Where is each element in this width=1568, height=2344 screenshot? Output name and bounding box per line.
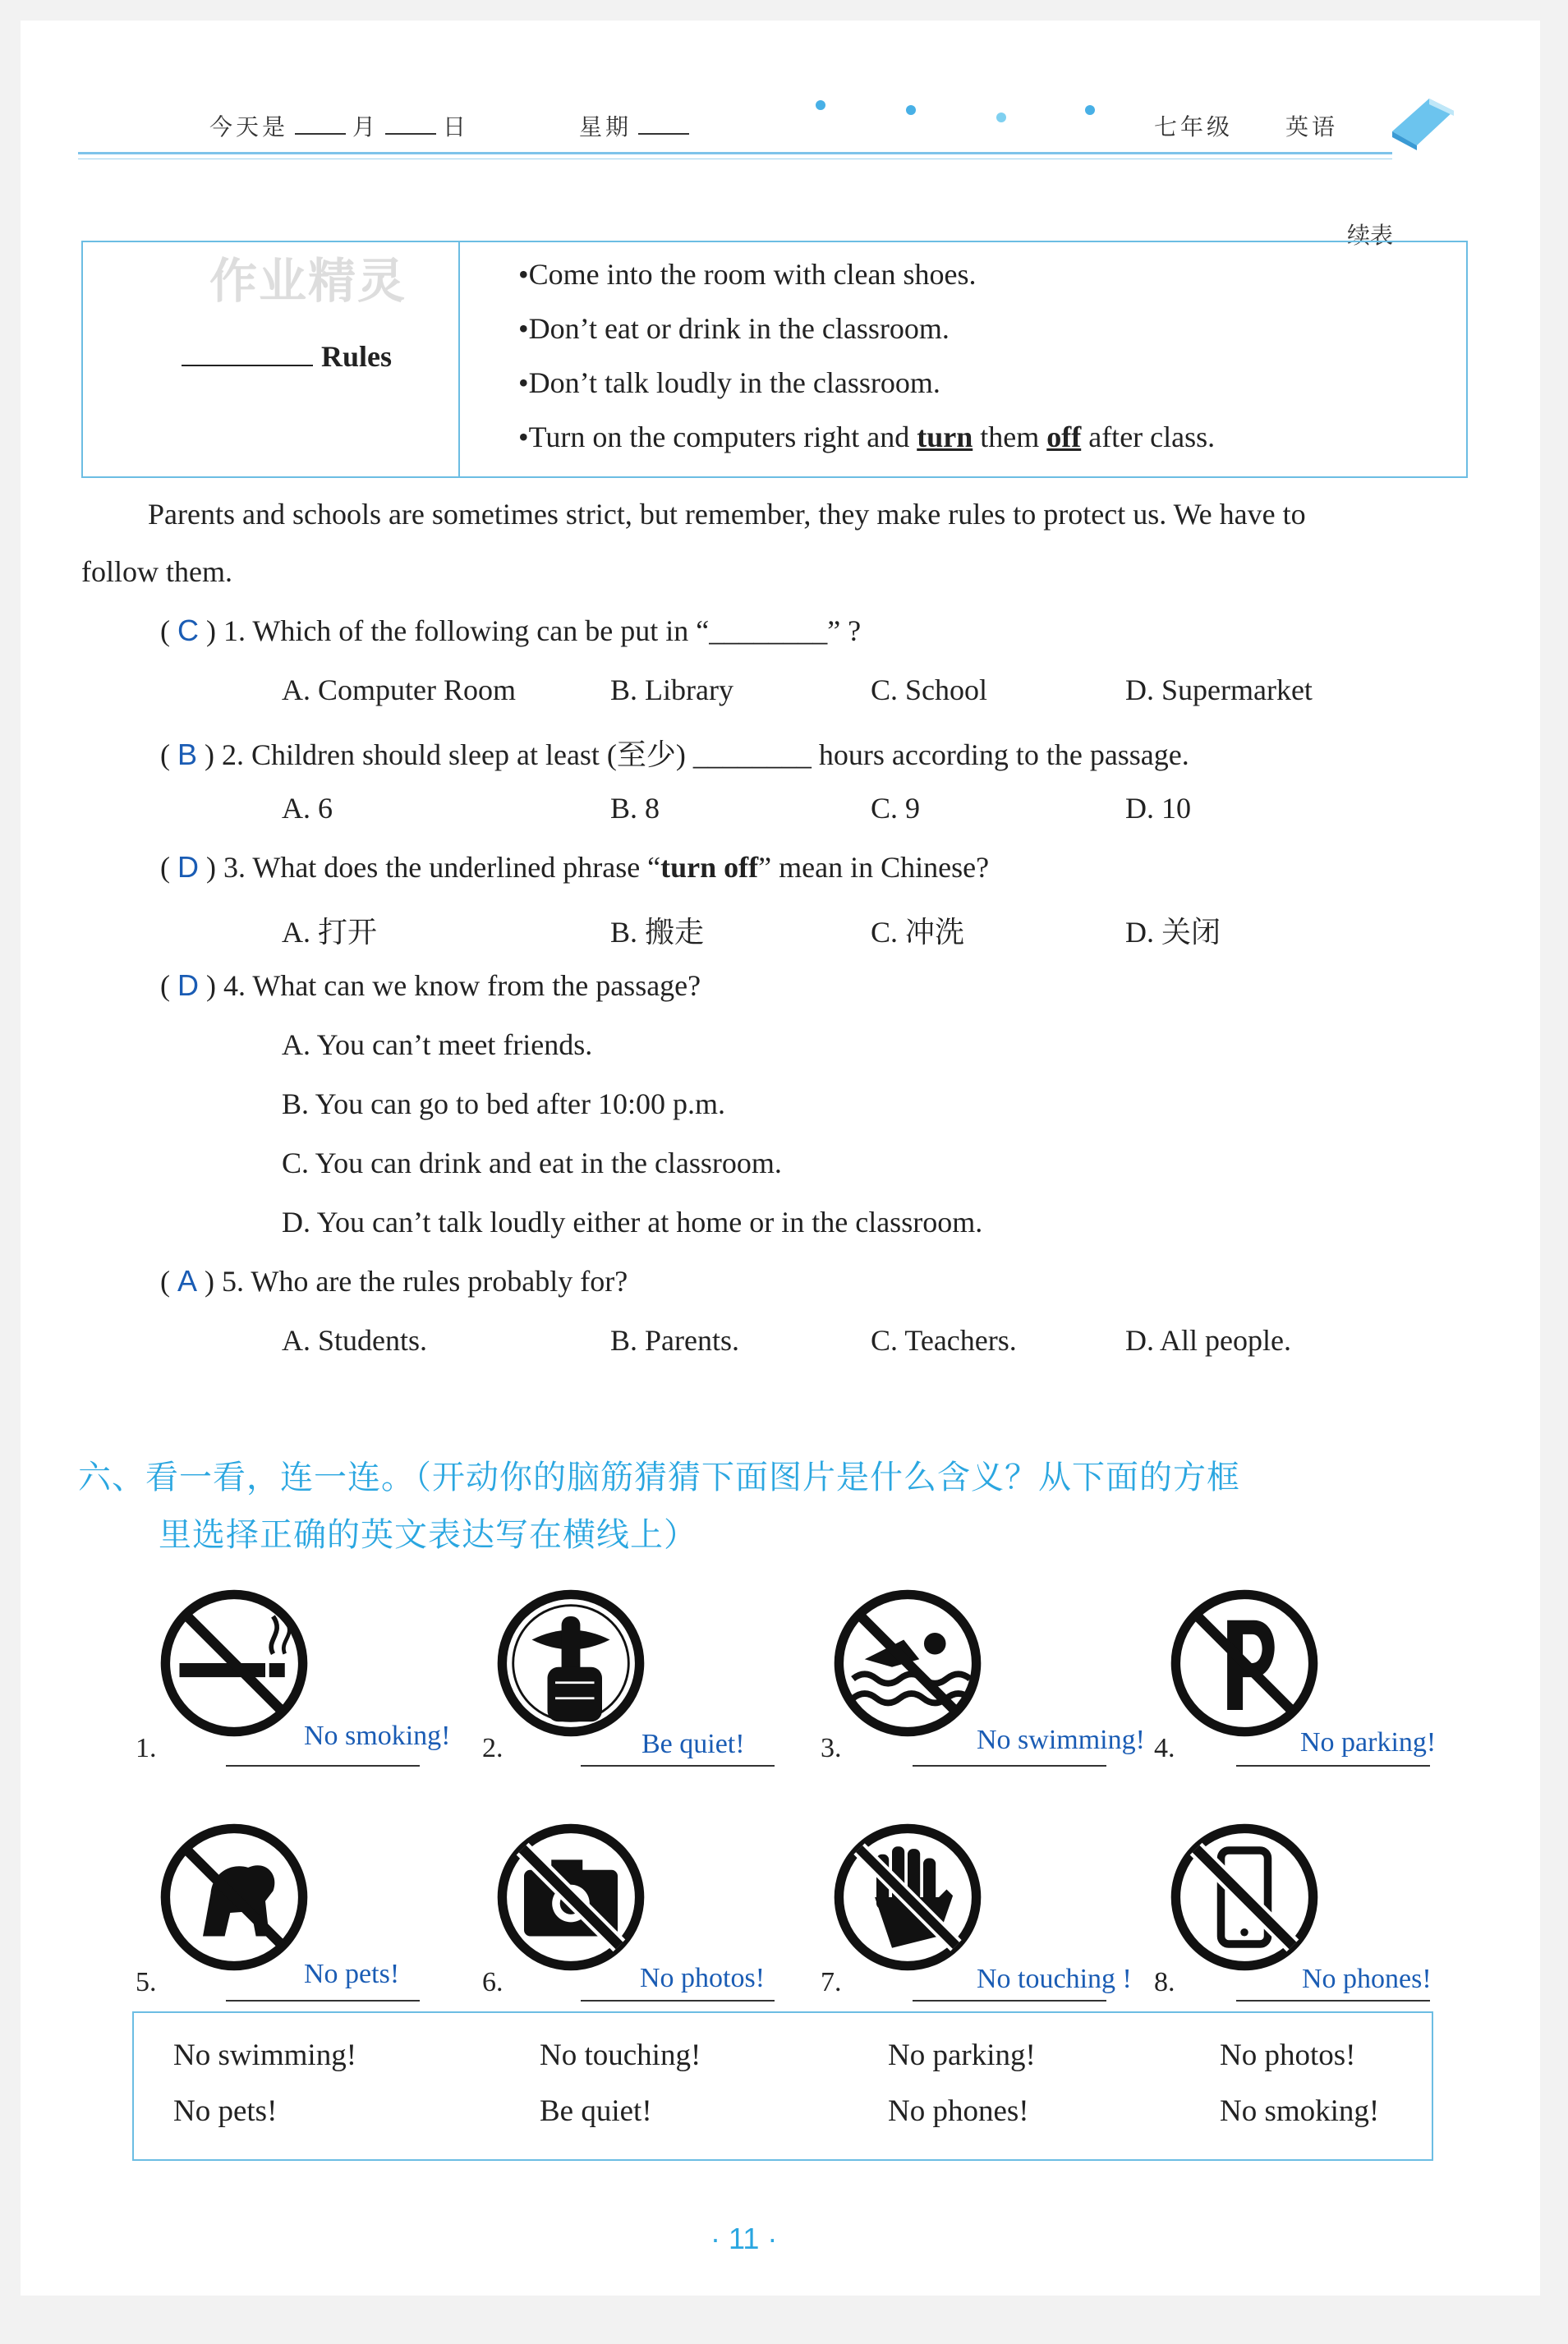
answer: D: [177, 968, 199, 1002]
no-touching-icon: [830, 1819, 986, 1975]
no-pets-icon: [156, 1819, 312, 1975]
grade-label: 七年级: [1154, 113, 1234, 140]
option: C. Teachers.: [871, 1324, 1017, 1357]
sign-number: 5.: [136, 1967, 157, 1997]
word-option: No smoking!: [1220, 2094, 1380, 2128]
answer-blank: [182, 365, 313, 366]
sign-answer: No smoking!: [304, 1721, 451, 1751]
subject-label: 英语: [1285, 113, 1339, 140]
sign-number: 8.: [1154, 1967, 1175, 1997]
rule-text: them: [973, 421, 1047, 453]
sign-answer: Be quiet!: [641, 1729, 745, 1759]
answer-line: [913, 2000, 1106, 2002]
sign-answer: No touching !: [977, 1964, 1132, 1994]
page-number: · 11 ·: [710, 2222, 778, 2255]
option: B. Parents.: [610, 1324, 739, 1357]
question-5: ( A ) 5. Who are the rules probably for?: [160, 1264, 628, 1298]
no-smoking-icon: [156, 1585, 312, 1741]
question-3: ( D ) 3. What does the underlined phrase “turn off” mean in Chinese?: [160, 850, 990, 884]
header-rule: [78, 152, 1392, 154]
section-title: 里选择正确的英文表达写在横线上）: [159, 1516, 697, 1554]
rule-underlined: turn: [917, 421, 973, 453]
answer: D: [177, 850, 199, 884]
option: C. 冲洗: [871, 916, 965, 949]
watermark: 作业精灵: [209, 253, 407, 309]
option: C. You can drink and eat in the classroom.: [282, 1147, 782, 1179]
sign-answer: No parking!: [1300, 1727, 1437, 1758]
question-text: 3. What does the underlined phrase “: [223, 851, 661, 884]
answer: B: [177, 738, 198, 771]
sign-number: 1.: [136, 1733, 157, 1763]
rule-underlined: off: [1046, 421, 1082, 453]
option: D. 10: [1125, 792, 1191, 825]
no-parking-icon: [1166, 1585, 1322, 1741]
option: A. Students.: [282, 1324, 428, 1357]
word-option: No touching!: [540, 2038, 701, 2072]
date-line: [209, 109, 469, 142]
rule-text: •Turn on the computers right and: [518, 421, 917, 453]
rules-text: Rules: [321, 340, 393, 373]
option: C. 9: [871, 792, 921, 825]
option: A. 6: [282, 792, 333, 825]
weekday-line: [579, 109, 696, 142]
decor-dot: [816, 100, 825, 110]
word-option: Be quiet!: [540, 2094, 652, 2128]
question-text: ” mean in Chinese?: [758, 851, 990, 884]
sign-number: 7.: [821, 1967, 842, 1997]
day-label: 日: [443, 113, 470, 140]
option: D. All people.: [1125, 1324, 1291, 1357]
answer-line: [226, 2000, 420, 2002]
sign-number: 3.: [821, 1733, 842, 1763]
no-photos-icon: [493, 1819, 649, 1975]
answer-line: [1236, 2000, 1430, 2002]
answer: C: [177, 614, 199, 647]
sign-answer: No photos!: [640, 1963, 766, 1993]
option: C. School: [871, 673, 988, 706]
question-text: 2. Children should sleep at least (至少) ________ hours according to the passage.: [222, 738, 1189, 771]
option: D. Supermarket: [1125, 673, 1313, 706]
question-2: ( B ) 2. Children should sleep at least (至少) ________ hours according to the passage.: [160, 738, 1189, 771]
rule-item: •Don’t talk loudly in the classroom.: [518, 366, 940, 399]
decor-dot: [1085, 105, 1095, 115]
word-box: [132, 2011, 1433, 2161]
rule-item: •Don’t eat or drink in the classroom.: [518, 312, 950, 345]
sign-number: 2.: [482, 1733, 504, 1763]
sign-answer: No pets!: [304, 1959, 400, 1989]
option: D. You can’t talk loudly either at home or in the classroom.: [282, 1206, 983, 1239]
date-prefix: 今天是: [209, 113, 289, 140]
sign-number: 6.: [482, 1967, 504, 1997]
rule-item: •Come into the room with clean shoes.: [518, 258, 977, 291]
option: B. 搬走: [610, 916, 705, 949]
word-option: No photos!: [1220, 2038, 1356, 2072]
question-text: 4. What can we know from the passage?: [223, 969, 701, 1002]
rule-item: [518, 420, 1215, 454]
question-1: ( C ) 1. Which of the following can be put in “________” ?: [160, 614, 862, 647]
weekday-label: 星期: [579, 113, 632, 140]
answer-line: [913, 1765, 1106, 1767]
option: B. 8: [610, 792, 660, 825]
eraser-icon: [1384, 86, 1458, 152]
option: B. Library: [610, 673, 733, 706]
section-title: 六、看一看，连一连。（开动你的脑筋猜猜下面图片是什么含义？从下面的方框: [78, 1459, 1240, 1496]
question-text: 1. Which of the following can be put in “________” ?: [223, 614, 862, 647]
word-option: No pets!: [173, 2094, 278, 2128]
answer-line: [1236, 1765, 1430, 1767]
word-option: No phones!: [888, 2094, 1029, 2128]
question-text: 5. Who are the rules probably for?: [222, 1265, 628, 1298]
table-divider: [458, 242, 460, 476]
answer-line: [581, 1765, 775, 1767]
sign-number: 4.: [1154, 1733, 1175, 1763]
paragraph-line: Parents and schools are sometimes strict, but remember, they make rules to protect us. We have to: [148, 498, 1306, 531]
decor-dot: [906, 105, 916, 115]
continued-label: 续表: [1347, 222, 1394, 249]
rules-label: [182, 339, 392, 374]
option: A. 打开: [282, 916, 377, 949]
question-4: ( D ) 4. What can we know from the passage?: [160, 968, 701, 1002]
answer: A: [177, 1264, 198, 1298]
option: A. You can’t meet friends.: [282, 1028, 593, 1061]
be-quiet-icon: [493, 1585, 649, 1741]
no-phones-icon: [1166, 1819, 1322, 1975]
no-swimming-icon: [830, 1585, 986, 1741]
question-phrase: turn off: [660, 851, 759, 884]
sign-answer: No phones!: [1302, 1964, 1432, 1994]
answer-line: [581, 2000, 775, 2002]
option: A. Computer Room: [282, 673, 516, 706]
word-option: No swimming!: [173, 2038, 357, 2072]
option: B. You can go to bed after 10:00 p.m.: [282, 1087, 725, 1120]
word-option: No parking!: [888, 2038, 1036, 2072]
paragraph-line: follow them.: [81, 555, 232, 588]
rule-text: after class.: [1081, 421, 1216, 453]
decor-dot: [996, 113, 1006, 122]
sign-answer: No swimming!: [977, 1725, 1145, 1755]
month-label: 月: [352, 113, 379, 140]
option: D. 关闭: [1125, 916, 1221, 949]
answer-line: [226, 1765, 420, 1767]
worksheet-page: [21, 21, 1540, 2296]
